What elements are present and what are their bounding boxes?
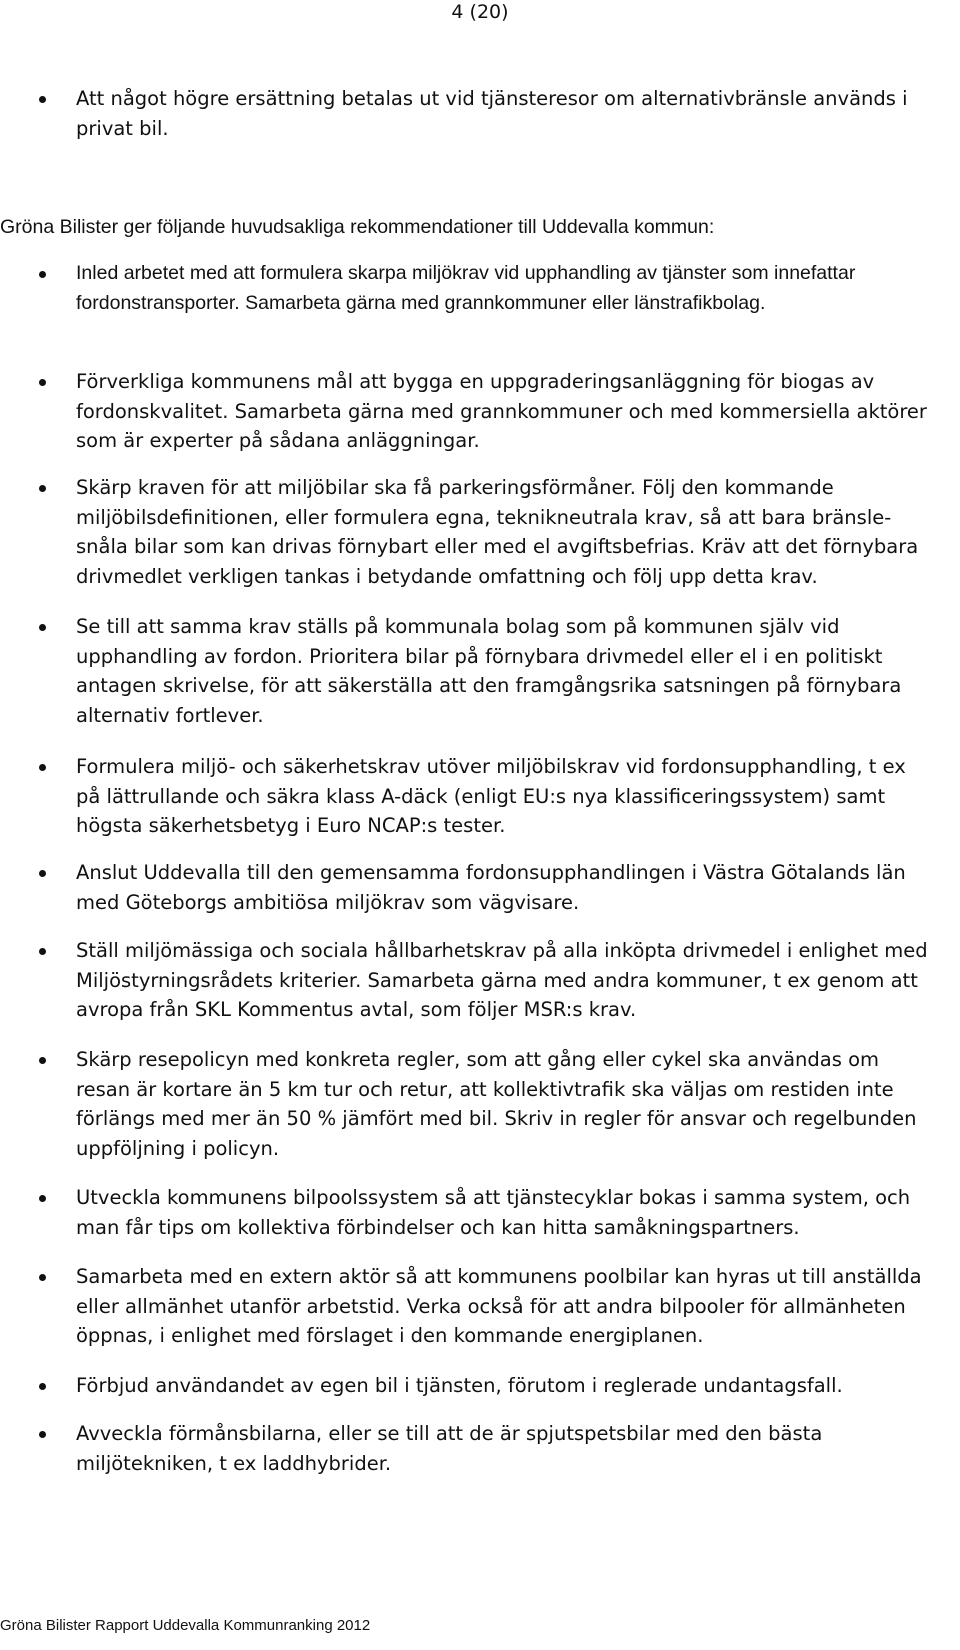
list-item: Att något högre ersättning betalas ut vid tjänsteresor om alternativbränsle används i privat bil. xyxy=(76,84,936,143)
list-item: Inled arbetet med att formulera skarpa miljökrav vid upphandling av tjänster som innefattar fordonstransporter. Samarbeta gärna med grannkommuner eller länstrafikbolag. xyxy=(76,259,936,318)
list-item: Förbjud användandet av egen bil i tjänsten, förutom i reglerade undantagsfall. xyxy=(76,1371,936,1401)
page-footer: Gröna Bilister Rapport Uddevalla Kommunranking 2012 xyxy=(0,1617,371,1634)
list-item: Ställ miljömässiga och sociala hållbarhetskrav på alla inköpta drivmedel i enlighet med Miljöstyrningsrådets kriterier. Samarbeta gärna med andra kommuner, t ex genom att avropa från SKL Kommentus avtal, som följer MSR:s krav. xyxy=(76,936,936,1025)
list-item: Skärp kraven för att miljöbilar ska få parkeringsförmåner. Följ den kommande miljöbilsdefinitionen, eller formulera egna, teknikneutrala krav, så att bara bränsle-snåla bilar som kan drivas förnybart eller med el avgiftsbefrias. Kräv att det förnybara drivmedlet verkligen tankas i betydande omfattning och följ upp detta krav. xyxy=(76,473,936,591)
list-item: Förverkliga kommunens mål att bygga en uppgraderingsanläggning för biogas av fordonskvalitet. Samarbeta gärna med grannkommuner och med kommersiella aktörer som är experter på sådana anläggningar. xyxy=(76,367,936,456)
list-item: Anslut Uddevalla till den gemensamma fordonsupphandlingen i Västra Götalands län med Göteborgs ambitiösa miljökrav som vägvisare. xyxy=(76,858,936,917)
intro-paragraph: Gröna Bilister ger följande huvudsakliga rekommendationer till Uddevalla kommun: xyxy=(0,216,715,238)
list-item: Se till att samma krav ställs på kommunala bolag som på kommunen själv vid upphandling av fordon. Prioritera bilar på förnybara drivmedel eller el i en politiskt antagen skrivelse, för att säkerställa att den framgångsrika satsningen på förnybara alternativ fortlever. xyxy=(76,612,936,730)
list-item: Formulera miljö- och säkerhetskrav utöver miljöbilskrav vid fordonsupphandling, t ex på lättrullande och säkra klass A-däck (enligt EU:s nya klassificeringssystem) samt högsta säkerhetsbetyg i Euro NCAP:s tester. xyxy=(76,752,936,841)
list-item: Samarbeta med en extern aktör så att kommunens poolbilar kan hyras ut till anställda eller allmänhet utanför arbetstid. Verka också för att andra bilpooler för allmänheten öppnas, i enlighet med förslaget i den kommande energiplanen. xyxy=(76,1262,936,1351)
list-item: Avveckla förmånsbilarna, eller se till att de är spjutspetsbilar med den bästa miljötekniken, t ex laddhybrider. xyxy=(76,1419,936,1478)
list-item: Skärp resepolicyn med konkreta regler, som att gång eller cykel ska användas om resan är kortare än 5 km tur och retur, att kollektivtrafik ska väljas om restiden inte förlängs med mer än 50 % jämfört med bil. Skriv in regler för ansvar och regelbunden uppföljning i policyn. xyxy=(76,1045,936,1163)
list-item: Utveckla kommunens bilpoolssystem så att tjänstecyklar bokas i samma system, och man får tips om kollektiva förbindelser och kan hitta samåkningspartners. xyxy=(76,1183,936,1242)
page-number: 4 (20) xyxy=(451,1,509,23)
